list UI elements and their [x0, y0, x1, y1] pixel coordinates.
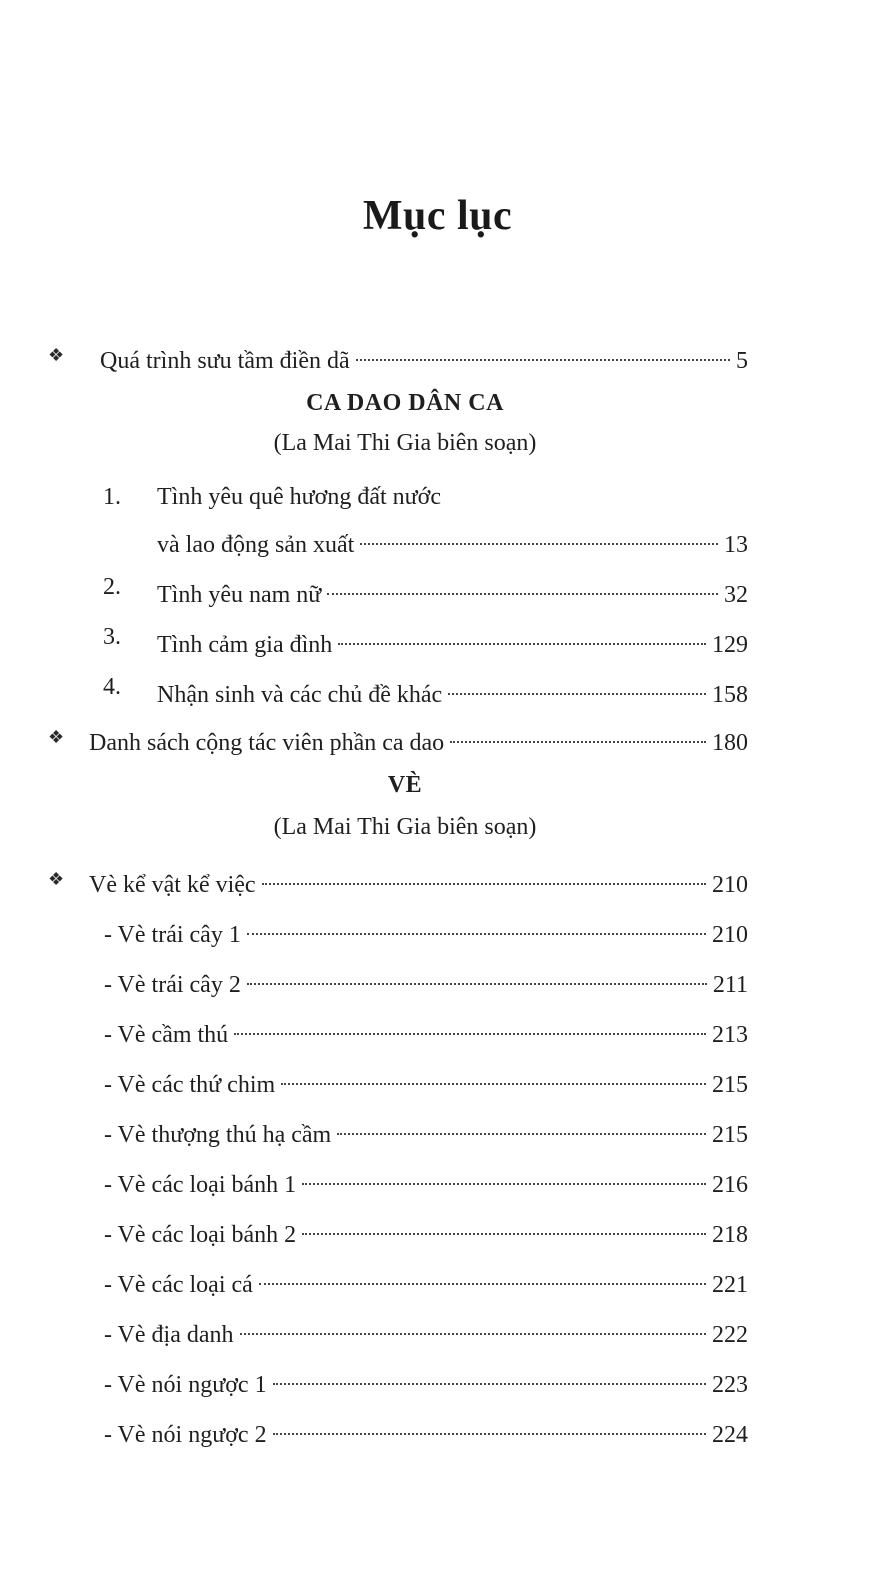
dot-leader [247, 912, 706, 942]
toc-entry-label: - Vè nói ngược 1 [104, 1372, 267, 1398]
toc-subentry[interactable] [104, 1112, 748, 1148]
toc-entry-page: 215 [712, 1122, 748, 1148]
page-title: Mục lục [362, 193, 513, 239]
toc-entry-1[interactable] [157, 522, 748, 558]
diamond-bullet-icon: ❖ [48, 869, 65, 889]
toc-entry-label: Tình cảm gia đình [157, 632, 333, 658]
toc-entry-group[interactable] [89, 862, 748, 898]
toc-entry-label: - Vè các loại cá [104, 1272, 253, 1298]
toc-entry-page: 213 [712, 1022, 748, 1048]
toc-entry-page: 129 [712, 632, 748, 658]
toc-entry-label: - Vè các loại bánh 2 [104, 1222, 297, 1248]
toc-entry-label: Danh sách cộng tác viên phần ca dao [89, 730, 445, 756]
toc-subentry[interactable] [104, 1312, 748, 1348]
toc-entry-page: 5 [736, 348, 748, 374]
toc-entry-label: và lao động sản xuất [157, 532, 355, 558]
toc-entry-page: 211 [712, 972, 748, 998]
toc-entry-label: - Vè các thứ chim [104, 1072, 276, 1098]
toc-entry-label: - Vè các loại bánh 1 [104, 1172, 297, 1198]
dot-leader [247, 962, 707, 992]
diamond-bullet-icon: ❖ [48, 345, 65, 365]
section-subheading: (La Mai Thi Gia biên soạn) [273, 814, 537, 840]
dot-leader [240, 1312, 706, 1342]
toc-entry-3[interactable] [157, 622, 748, 658]
toc-entry-number: 2. [103, 574, 121, 600]
toc-entry-label: Vè kể vật kể việc [89, 872, 256, 898]
toc-entry-page: 210 [712, 872, 748, 898]
toc-entry-number: 1. [103, 484, 121, 510]
dot-leader [356, 338, 730, 368]
dot-leader [302, 1212, 706, 1242]
toc-subentry[interactable] [104, 1262, 748, 1298]
dot-leader [450, 720, 706, 750]
dot-leader [302, 1162, 706, 1192]
toc-entry-4[interactable] [157, 672, 748, 708]
toc-subentry[interactable] [104, 1362, 748, 1398]
dot-leader [262, 862, 706, 892]
toc-entry-page: 158 [712, 682, 748, 708]
toc-entry-label: Tình yêu nam nữ [157, 582, 322, 608]
toc-subentry[interactable] [104, 1412, 748, 1448]
toc-entry-page: 223 [712, 1372, 748, 1398]
dot-leader [234, 1012, 706, 1042]
diamond-bullet-icon: ❖ [48, 727, 65, 747]
toc-entry-label: - Vè nói ngược 2 [104, 1422, 267, 1448]
toc-entry-label-line1: Tình yêu quê hương đất nước [157, 484, 442, 510]
dot-leader [327, 572, 718, 602]
toc-subentry[interactable] [104, 1212, 748, 1248]
toc-entry-page: 13 [724, 532, 748, 558]
dot-leader [448, 672, 706, 702]
dot-leader [360, 522, 718, 552]
toc-entry-contributors[interactable] [89, 720, 748, 756]
dot-leader [259, 1262, 706, 1292]
toc-subentry[interactable] [104, 1062, 748, 1098]
toc-entry-2[interactable] [157, 572, 748, 608]
toc-entry-label: - Vè địa danh [104, 1322, 234, 1348]
toc-entry-page: 216 [712, 1172, 748, 1198]
section-subheading: (La Mai Thi Gia biên soạn) [273, 430, 537, 456]
section-heading: CA DAO DÂN CA [306, 390, 504, 416]
toc-entry-page: 224 [712, 1422, 748, 1448]
dot-leader [337, 1112, 706, 1142]
toc-entry-label: - Vè thượng thú hạ cầm [104, 1122, 332, 1148]
section-heading: VÈ [387, 772, 423, 798]
toc-entry-intro[interactable] [100, 338, 748, 374]
dot-leader [338, 622, 706, 652]
toc-entry-page: 32 [724, 582, 748, 608]
toc-entry-label: - Vè trái cây 2 [104, 972, 241, 998]
dot-leader [281, 1062, 706, 1092]
toc-subentry[interactable] [104, 1162, 748, 1198]
toc-entry-page: 222 [712, 1322, 748, 1348]
toc-entry-number: 3. [103, 624, 121, 650]
toc-entry-page: 215 [712, 1072, 748, 1098]
toc-entry-label: - Vè cầm thú [104, 1022, 229, 1048]
toc-entry-number: 4. [103, 674, 121, 700]
toc-subentry[interactable] [104, 962, 748, 998]
toc-entry-label: - Vè trái cây 1 [104, 922, 241, 948]
toc-entry-page: 221 [712, 1272, 748, 1298]
toc-subentry[interactable] [104, 1012, 748, 1048]
toc-entry-page: 180 [712, 730, 748, 756]
toc-entry-label: Nhận sinh và các chủ đề khác [157, 682, 443, 708]
toc-entry-page: 218 [712, 1222, 748, 1248]
toc-subentry[interactable] [104, 912, 748, 948]
dot-leader [273, 1362, 706, 1392]
toc-entry-label: Quá trình sưu tầm điền dã [100, 348, 350, 374]
dot-leader [273, 1412, 706, 1442]
toc-entry-page: 210 [712, 922, 748, 948]
